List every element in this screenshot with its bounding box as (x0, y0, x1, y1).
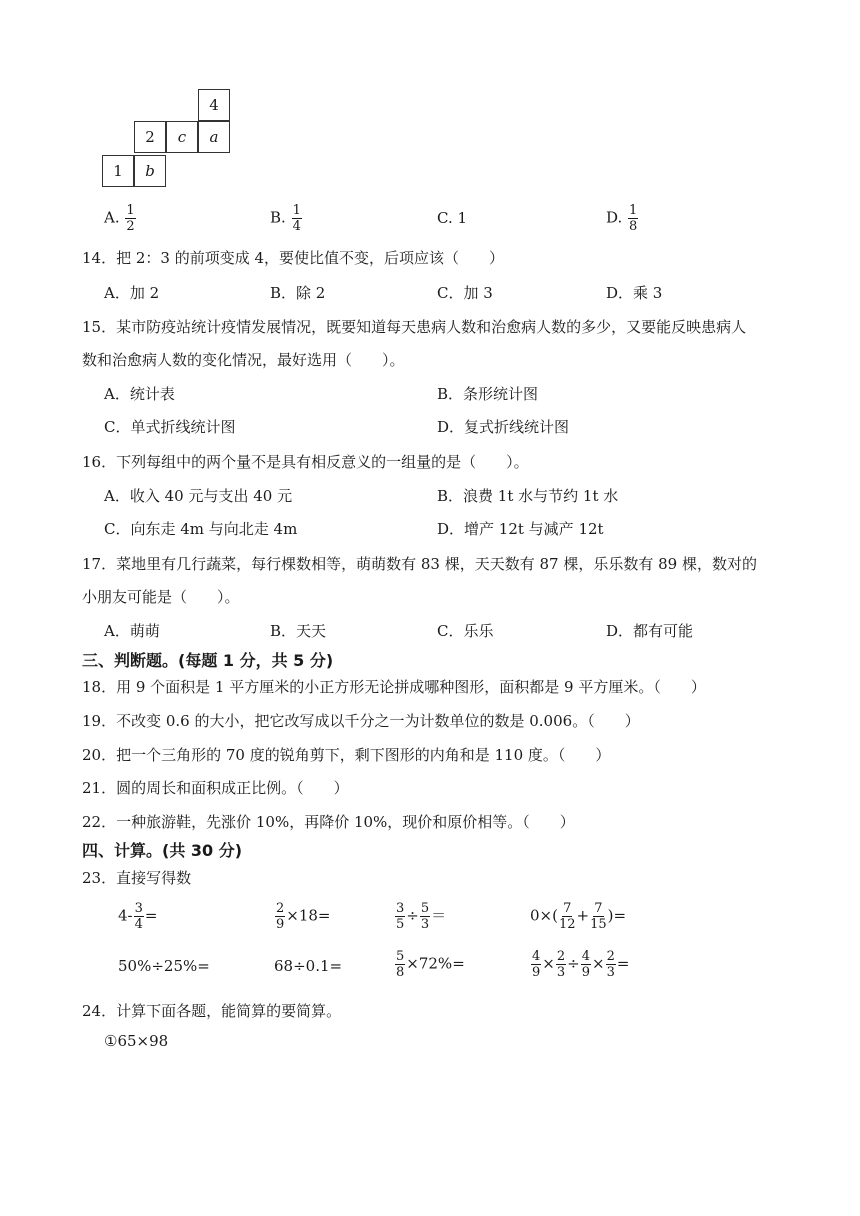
q14-option-a: A．加 2 (104, 284, 160, 302)
question-15-line1: 15．某市防疫站统计疫情发展情况，既要知道每天患病人数和治愈病人数的多少，又要能反映患病人 (82, 318, 747, 336)
expr-text: = (616, 954, 630, 973)
q16-option-b: B．浪费 1t 水与节约 1t 水 (437, 487, 619, 505)
fraction (628, 204, 638, 233)
net-cell-label: b (145, 162, 155, 180)
question-18: 18．用 9 个面积是 1 平方厘米的小正方形无论拼成哪种图形，面积都是 9 平方厘米。（ ） (82, 678, 706, 696)
option-label: B. (270, 208, 286, 227)
q15-option-c: C．单式折线统计图 (104, 418, 236, 436)
fraction (292, 204, 302, 233)
fraction (420, 902, 430, 931)
expr-text: )= (607, 906, 627, 925)
q14-option-b: B．除 2 (270, 284, 326, 302)
expr-text: 4- (118, 906, 133, 925)
operator: + (576, 906, 590, 925)
fraction (134, 902, 144, 931)
q13-option-a (104, 204, 137, 233)
q17-option-d: D．都有可能 (606, 622, 694, 640)
question-22: 22．一种旅游鞋，先涨价 10%，再降价 10%，现价和原价相等。（ ） (82, 813, 575, 831)
numerator: 2 (556, 949, 566, 964)
operator: ÷ (567, 954, 580, 973)
q14-option-c: C．加 3 (437, 284, 493, 302)
q15-option-d: D．复式折线统计图 (437, 418, 570, 436)
question-14: 14．把 2：3 的前项变成 4，要使比值不变，后项应该（ ） (82, 249, 505, 267)
question-20: 20．把一个三角形的 70 度的锐角剪下，剩下图形的内角和是 110 度。（ ） (82, 746, 611, 764)
fraction (556, 950, 566, 979)
net-cell-c (166, 121, 198, 153)
question-17-line2: 小朋友可能是（ ）。 (82, 588, 240, 606)
calc-r2c4 (530, 950, 629, 979)
q16-option-d: D．增产 12t 与减产 12t (437, 520, 604, 538)
numerator: 3 (396, 901, 405, 916)
denominator: 8 (629, 219, 638, 234)
q13-option-c (437, 209, 467, 227)
denominator: 9 (276, 917, 285, 932)
fraction (395, 950, 405, 979)
numerator: 5 (420, 901, 430, 916)
net-cell-label: 4 (209, 96, 219, 114)
q17-option-c: C．乐乐 (437, 622, 494, 640)
q15-option-a: A．统计表 (104, 385, 175, 403)
numerator: 4 (532, 949, 541, 964)
operator: ÷ (406, 906, 419, 925)
net-cell-label: 1 (113, 162, 123, 180)
question-16: 16．下列每组中的两个量不是具有相反意义的一组量的是（ ）。 (82, 453, 529, 471)
denominator: 9 (532, 965, 541, 980)
calc-r1c4 (530, 902, 626, 931)
option-label: A. (104, 208, 120, 227)
expr-text: 0×( (530, 906, 558, 925)
question-24: 24．计算下面各题，能简算的要简算。 (82, 1002, 342, 1020)
question-17-line1: 17．菜地里有几行蔬菜，每行棵数相等，萌萌数有 83 棵，天天数有 87 棵，乐乐数有 89 棵，数对的 (82, 555, 757, 573)
calc-r1c3 (394, 902, 446, 931)
denominator: 3 (556, 965, 566, 980)
q13-option-b (270, 204, 303, 233)
net-cell-4 (198, 89, 230, 121)
net-cell-label: c (177, 128, 187, 146)
numerator: 3 (134, 901, 143, 916)
net-cell-label: 2 (145, 128, 155, 146)
calc-r1c2 (274, 902, 331, 931)
fraction (531, 950, 541, 979)
net-cell-label: a (209, 128, 219, 146)
question-24-part-1: ①65×98 (104, 1032, 169, 1050)
question-15-line2: 数和治愈病人数的变化情况，最好选用（ ）。 (82, 351, 405, 369)
section-4-title: 四、计算。(共 30 分) (82, 841, 243, 860)
denominator: 15 (590, 917, 607, 932)
option-label: D. (606, 208, 623, 227)
q17-option-a: A．萌萌 (104, 622, 160, 640)
denominator: 4 (134, 917, 143, 932)
calc-r2c1: 50%÷25%= (118, 957, 210, 975)
question-23: 23．直接写得数 (82, 869, 192, 887)
numerator: 1 (629, 203, 638, 218)
denominator: 5 (396, 917, 405, 932)
fraction (275, 902, 285, 931)
numerator: 7 (594, 901, 603, 916)
denominator: 8 (396, 965, 405, 980)
numerator: 2 (276, 901, 285, 916)
fraction (590, 902, 607, 931)
denominator: 9 (581, 965, 590, 980)
denominator: 3 (420, 917, 430, 932)
denominator: 4 (292, 219, 301, 234)
expr-text: ＝ (431, 906, 447, 925)
expr-text: ×72%= (406, 954, 465, 973)
calc-r1c1 (118, 902, 157, 931)
q15-option-b: B．条形统计图 (437, 385, 539, 403)
numerator: 1 (126, 203, 135, 218)
question-21: 21．圆的周长和面积成正比例。（ ） (82, 779, 349, 797)
numerator: 7 (563, 901, 572, 916)
net-cell-b (134, 155, 166, 187)
denominator: 2 (126, 219, 135, 234)
numerator: 2 (606, 949, 615, 964)
section-3-title: 三、判断题。(每题 1 分，共 5 分) (82, 651, 334, 670)
fraction (559, 902, 576, 931)
fraction (125, 204, 135, 233)
q17-option-b: B．天天 (270, 622, 327, 640)
operator: × (592, 954, 605, 973)
expr-text: = (144, 906, 158, 925)
option-label: C. 1 (437, 209, 468, 227)
numerator: 1 (292, 203, 301, 218)
q16-option-a: A．收入 40 元与支出 40 元 (104, 487, 293, 505)
question-19: 19．不改变 0.6 的大小，把它改写成以千分之一为计数单位的数是 0.006。（ ） (82, 712, 640, 730)
expr-text: ×18= (286, 906, 331, 925)
net-cell-1 (102, 155, 134, 187)
fraction (395, 902, 405, 931)
q14-option-d: D．乘 3 (606, 284, 663, 302)
net-cell-2 (134, 121, 166, 153)
denominator: 3 (606, 965, 615, 980)
calc-r2c2: 68÷0.1= (274, 957, 343, 975)
denominator: 12 (558, 917, 576, 932)
numerator: 4 (581, 949, 590, 964)
calc-r2c3 (394, 950, 465, 979)
numerator: 5 (396, 949, 405, 964)
fraction (606, 950, 616, 979)
operator: × (542, 954, 555, 973)
net-cell-a (198, 121, 230, 153)
fraction (581, 950, 591, 979)
q13-option-d (606, 204, 639, 233)
q16-option-c: C．向东走 4m 与向北走 4m (104, 520, 298, 538)
